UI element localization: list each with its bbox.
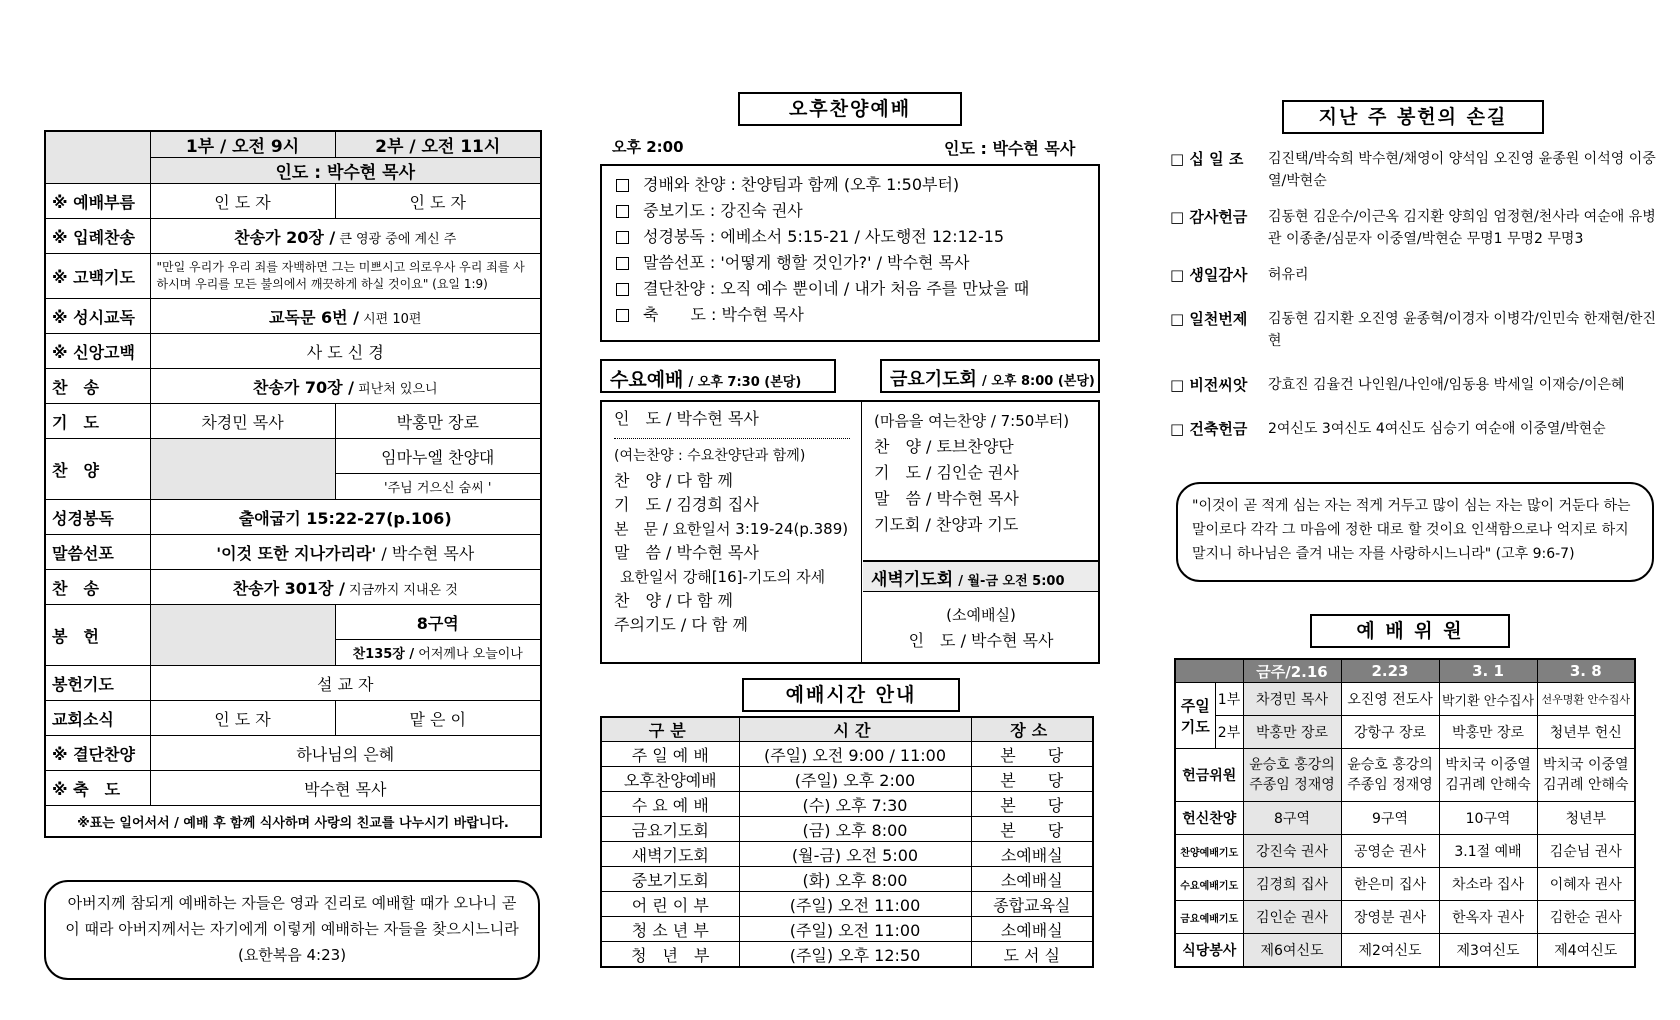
row-label: 교회소식 [45, 701, 150, 736]
fri-line: 말 씀 / 박수현 목사 [874, 489, 1019, 508]
offering-hymn [335, 640, 541, 666]
duty-cell: 제3여신도 [1439, 934, 1537, 968]
offerings-list [1170, 148, 1660, 440]
row-label: 봉헌기도 [45, 666, 150, 701]
times-header: 시간 [739, 717, 971, 742]
checkbox-icon [616, 283, 629, 296]
hymn-title: 지금까지 지내온 것 [344, 582, 458, 598]
duty-sub-label: 2부 [1215, 716, 1243, 749]
duty-date: 3. 8 [1537, 659, 1635, 683]
times-cell: 청 소 년 부 [601, 917, 739, 942]
table-row [601, 867, 1093, 892]
hymn-number: 찬송가 301장 / [232, 578, 345, 598]
times-cell: (금) 오후 8:00 [739, 817, 971, 842]
row-cell: 맡 은 이 [335, 701, 541, 736]
duty-corner [1175, 659, 1243, 683]
duty-cell: 청년부 헌신 [1537, 716, 1635, 749]
times-cell: 소예배실 [971, 917, 1093, 942]
responsive-title: 시편 10편 [358, 311, 422, 327]
duty-cell: 박치국 이중열 김귀례 안해숙 [1537, 749, 1635, 802]
afternoon-leader: 인도 : 박수현 목사 [944, 139, 1076, 158]
dotted-divider [614, 438, 850, 439]
item-text: 중보기도 : 강진숙 권사 [643, 201, 803, 220]
duty-title: 예 배 위 원 [1310, 614, 1510, 648]
times-cell: 소예배실 [971, 842, 1093, 867]
offering-label: □ 비전씨앗 [1170, 376, 1248, 394]
times-header: 구분 [601, 717, 739, 742]
service2-header: 2부 / 오전 11시 [335, 131, 541, 158]
duty-row-label: 주일기도 [1175, 683, 1215, 749]
choir-song: '주님 거으신 숨씨 ' [335, 474, 541, 500]
dawn-line: (소예배실) [946, 606, 1016, 624]
row-label: 찬 양 [45, 439, 150, 500]
times-cell: 어 린 이 부 [601, 892, 739, 917]
row-label: ※ 입례찬송 [45, 219, 150, 254]
times-cell: 종합교육실 [971, 892, 1093, 917]
times-cell: (화) 오후 8:00 [739, 867, 971, 892]
row-label: 기 도 [45, 404, 150, 439]
afternoon-box [600, 164, 1100, 342]
reading-text: 출애굽기 15:22-27(p.106) [150, 500, 541, 535]
duty-date: 금주/2.16 [1243, 659, 1341, 683]
times-cell: (주일) 오전 11:00 [739, 892, 971, 917]
list-item [616, 302, 1084, 328]
wed-line: 본 문 / 요한일서 3:19-24(p.389) [614, 520, 849, 538]
row-label: 찬 송 [45, 369, 150, 404]
times-cell: 소예배실 [971, 867, 1093, 892]
table-row [601, 842, 1093, 867]
times-cell: 본 당 [971, 792, 1093, 817]
table-row [601, 792, 1093, 817]
offering-label: □ 일천번제 [1170, 310, 1248, 328]
responsive-number: 교독문 6번 / [269, 307, 359, 327]
item-text: 성경봉독 : 에베소서 5:15-21 / 사도행전 12:12-15 [643, 227, 1005, 246]
gray-cell [150, 439, 335, 500]
offering-row [1170, 264, 1660, 286]
duty-cell: 제6여신도 [1243, 934, 1341, 968]
duty-cell: 박치국 이중열 김귀례 안해숙 [1439, 749, 1537, 802]
times-cell: 오후찬양예배 [601, 767, 739, 792]
times-cell: 본 당 [971, 742, 1093, 767]
sermon-title: '이것 또한 지나가리라' [216, 543, 377, 563]
row-cell [150, 570, 541, 605]
duty-date: 2.23 [1341, 659, 1439, 683]
duty-row-label: 수요예배기도 [1175, 868, 1243, 901]
checkbox-icon [616, 205, 629, 218]
offering-label: □ 십 일 조 [1170, 150, 1244, 168]
offering-names: 김진택/박숙희 박수현/채영이 양석임 오진영 윤종원 이석영 이중열/박현순 [1268, 151, 1656, 189]
offering-names: 허유리 [1268, 267, 1309, 283]
wed-line: 찬 양 / 다 함 께 [614, 471, 734, 490]
wednesday-title: 수요예배 [610, 369, 684, 391]
offering-names: 2여신도 3여신도 4여신도 심승기 여순애 이중열/박현순 [1268, 421, 1606, 437]
duty-row-label: 금요예배기도 [1175, 901, 1243, 934]
wednesday-time: / 오후 7:30 (본당) [688, 375, 802, 390]
offering-names: 강효진 김율건 나인원/나인애/임동용 박세일 이재승/이은혜 [1268, 377, 1625, 393]
leader-header: 인도 : 박수현 목사 [150, 158, 541, 184]
friday-time: / 오후 8:00 (본당) [982, 374, 1095, 389]
times-cell: 수 요 예 배 [601, 792, 739, 817]
table-row [601, 742, 1093, 767]
dawn-box [864, 598, 1098, 662]
hymn-title: 큰 영광 중에 계신 주 [335, 231, 457, 247]
offering-row [1170, 206, 1660, 250]
times-cell: 중보기도회 [601, 867, 739, 892]
duty-cell: 제2여신도 [1341, 934, 1439, 968]
duty-cell: 선우명환 안수집사 [1537, 683, 1635, 716]
times-header: 장소 [971, 717, 1093, 742]
row-cell [150, 299, 541, 334]
wed-line: 요한일서 강해[16]-기도의 자세 [620, 568, 826, 586]
row-label: 봉 헌 [45, 605, 150, 666]
wed-line: 주의기도 / 다 함 께 [614, 615, 748, 634]
afternoon-title: 오후찬양예배 [738, 92, 962, 126]
list-item [616, 224, 1084, 250]
afternoon-time: 오후 2:00 [612, 138, 684, 156]
row-label: ※ 축 도 [45, 771, 150, 806]
duty-cell: 오진영 전도사 [1341, 683, 1439, 716]
offering-row [1170, 148, 1660, 192]
sermon-preacher: / 박수현 목사 [376, 543, 475, 563]
table-row [601, 942, 1093, 968]
duty-cell: 박홍만 장로 [1439, 716, 1537, 749]
confession-text: "만일 우리가 우리 죄를 자백하면 그는 미쁘시고 의로우사 우리 죄를 사하시며 우리를 모든 불의에서 깨끗하게 하실 것이요" (요일 1:9) [150, 254, 541, 299]
duty-cell: 제4여신도 [1537, 934, 1635, 968]
fri-line: 기도회 / 찬양과 기도 [874, 515, 1019, 534]
times-cell: (주일) 오전 9:00 / 11:00 [739, 742, 971, 767]
gray-cell [150, 605, 335, 666]
service-note: ※표는 일어서서 / 예배 후 함께 식사하며 사랑의 친교를 나누시기 바랍니다. [45, 806, 541, 838]
times-cell: 청 년 부 [601, 942, 739, 968]
times-cell: 본 당 [971, 767, 1093, 792]
row-label: ※ 고백기도 [45, 254, 150, 299]
choir-name: 임마누엘 찬양대 [335, 439, 541, 474]
hymn-number: 찬송가 70장 / [252, 377, 354, 397]
fri-line: 기 도 / 김인순 권사 [874, 463, 1019, 482]
row-cell: 박수현 목사 [150, 771, 541, 806]
row-label: ※ 성시교독 [45, 299, 150, 334]
row-cell: 사 도 신 경 [150, 334, 541, 369]
item-text: 결단찬양 : 오직 예수 뿐이네 / 내가 처음 주를 만났을 때 [643, 279, 1030, 298]
offering-names: 김동현 김지환 오진영 윤종혁/이경자 이병각/인민숙 한재현/한진현 [1268, 311, 1657, 349]
offering-label: □ 생일감사 [1170, 266, 1248, 284]
fri-line: (마음을 여는찬양 / 7:50부터) [874, 412, 1070, 430]
service-times-table [600, 716, 1094, 968]
times-cell: 새벽기도회 [601, 842, 739, 867]
friday-title: 금요기도회 [890, 369, 977, 390]
service1-header: 1부 / 오전 9시 [150, 131, 335, 158]
duty-row-label: 헌금위원 [1175, 749, 1243, 802]
friday-header [880, 359, 1100, 393]
duty-cell: 청년부 [1537, 802, 1635, 835]
checkbox-icon [616, 231, 629, 244]
item-text: 경배와 찬양 : 찬양팀과 함께 (오후 1:50부터) [643, 175, 960, 194]
item-text: 축 도 : 박수현 목사 [643, 305, 804, 324]
times-cell: 주 일 예 배 [601, 742, 739, 767]
wed-line: (여는찬양 : 수요찬양단과 함께) [614, 448, 806, 464]
dawn-header [863, 560, 1098, 592]
fri-line: 찬 양 / 토브찬양단 [874, 437, 1014, 456]
dawn-time: / 월-금 오전 5:00 [958, 574, 1065, 589]
list-item [616, 250, 1084, 276]
times-cell: (주일) 오전 11:00 [739, 917, 971, 942]
duty-cell: 3.1절 예배 [1439, 835, 1537, 868]
offering-group: 8구역 [335, 605, 541, 640]
offering-names: 김동현 김운수/이근옥 김지환 양희임 엄정현/천사라 여순애 유병관 이종춘/심문자 이중열/박현순 무명1 무명2 무명3 [1268, 209, 1656, 247]
table-row [601, 917, 1093, 942]
row-cell: 설 교 자 [150, 666, 541, 701]
row-cell: 인 도 자 [335, 184, 541, 219]
wed-line: 찬 양 / 다 함 께 [614, 591, 734, 610]
list-item [616, 198, 1084, 224]
dawn-title: 새벽기도회 [871, 570, 954, 590]
table-row [601, 767, 1093, 792]
times-cell: (주일) 오후 12:50 [739, 942, 971, 968]
duty-cell: 차소라 집사 [1439, 868, 1537, 901]
duty-cell: 10구역 [1439, 802, 1537, 835]
duty-cell: 김순님 권사 [1537, 835, 1635, 868]
table-row [601, 817, 1093, 842]
right-verse-box: "이것이 곧 적게 심는 자는 적게 거두고 많이 심는 자는 많이 거둔다 하는 말이로다 각각 그 마음에 정한 대로 할 것이요 인색함으로나 억지로 하지 말지니 하나님은 즐겨 내는 자를 사랑하시느니라" (고후 9:6-7) [1176, 482, 1654, 582]
duty-cell: 한은미 집사 [1341, 868, 1439, 901]
duty-cell: 8구역 [1243, 802, 1341, 835]
duty-cell: 김인순 권사 [1243, 901, 1341, 934]
duty-cell: 김경희 집사 [1243, 868, 1341, 901]
row-label: 말씀선포 [45, 535, 150, 570]
header-blank [45, 131, 150, 184]
times-title: 예배시간 안내 [742, 678, 960, 712]
row-cell [150, 219, 541, 254]
times-cell: 도 서 실 [971, 942, 1093, 968]
weekday-services-box [600, 400, 1100, 664]
checkbox-icon [616, 309, 629, 322]
duty-cell: 공영순 권사 [1341, 835, 1439, 868]
duty-row-label: 헌신찬양 [1175, 802, 1243, 835]
times-cell: (주일) 오후 2:00 [739, 767, 971, 792]
wed-line: 말 씀 / 박수현 목사 [614, 543, 759, 562]
hymn-number: 찬송가 20장 / [234, 227, 336, 247]
wed-line: 기 도 / 김경희 집사 [614, 495, 759, 514]
row-cell: 하나님의 은혜 [150, 736, 541, 771]
duty-cell: 윤승호 홍강의 주종임 정재영 [1341, 749, 1439, 802]
hymn-title: 피난처 있으니 [353, 381, 438, 397]
friday-box [864, 402, 1098, 560]
dawn-line: 인 도 / 박수현 목사 [908, 631, 1054, 650]
offering-row [1170, 374, 1660, 396]
times-cell: (수) 오후 7:30 [739, 792, 971, 817]
row-cell [150, 369, 541, 404]
duty-cell: 한옥자 권사 [1439, 901, 1537, 934]
row-label: 성경봉독 [45, 500, 150, 535]
offering-row [1170, 418, 1660, 440]
item-text: 말씀선포 : '어떻게 행할 것인가?' / 박수현 목사 [643, 253, 970, 272]
hymn-title: 어저께나 오늘이나 [414, 647, 523, 662]
row-label: ※ 결단찬양 [45, 736, 150, 771]
duty-date: 3. 1 [1439, 659, 1537, 683]
wednesday-box [602, 402, 862, 662]
wednesday-header [600, 359, 836, 393]
order-of-service-table [44, 130, 542, 838]
table-row [601, 892, 1093, 917]
row-cell: 인 도 자 [150, 701, 335, 736]
row-label: 찬 송 [45, 570, 150, 605]
times-cell: (월-금) 오전 5:00 [739, 842, 971, 867]
duty-cell: 강진숙 권사 [1243, 835, 1341, 868]
duty-row-label: 찬양예배기도 [1175, 835, 1243, 868]
list-item [616, 276, 1084, 302]
checkbox-icon [616, 179, 629, 192]
offering-label: □ 감사헌금 [1170, 208, 1248, 226]
duty-cell: 박기환 안수집사 [1439, 683, 1537, 716]
offering-label: □ 건축헌금 [1170, 420, 1248, 438]
duty-cell: 김한순 권사 [1537, 901, 1635, 934]
duty-cell: 장영분 권사 [1341, 901, 1439, 934]
list-item [616, 172, 1084, 198]
row-cell: 차경민 목사 [150, 404, 335, 439]
duty-sub-label: 1부 [1215, 683, 1243, 716]
duty-cell: 이혜자 권사 [1537, 868, 1635, 901]
row-cell: 박홍만 장로 [335, 404, 541, 439]
left-verse-box: 아버지께 참되게 예배하는 자들은 영과 진리로 예배할 때가 오나니 곧 이 때라 아버지께서는 자기에게 이렇게 예배하는 자들을 찾으시느니라 (요한복음 4:23) [44, 880, 540, 980]
duty-cell: 9구역 [1341, 802, 1439, 835]
duty-cell: 강항구 장로 [1341, 716, 1439, 749]
hymn-number: 찬135장 / [352, 647, 415, 662]
duty-row-label: 식당봉사 [1175, 934, 1243, 968]
offerings-title: 지난 주 봉헌의 손길 [1282, 100, 1544, 134]
checkbox-icon [616, 257, 629, 270]
worship-duty-table [1174, 658, 1636, 968]
wed-line: 인 도 / 박수현 목사 [614, 409, 759, 428]
row-label: ※ 예배부름 [45, 184, 150, 219]
times-cell: 본 당 [971, 817, 1093, 842]
row-cell: 인 도 자 [150, 184, 335, 219]
duty-cell: 윤승호 홍강의 주종임 정재영 [1243, 749, 1341, 802]
row-cell [150, 535, 541, 570]
duty-cell: 차경민 목사 [1243, 683, 1341, 716]
offering-row [1170, 308, 1660, 352]
row-label: ※ 신앙고백 [45, 334, 150, 369]
times-cell: 금요기도회 [601, 817, 739, 842]
duty-cell: 박홍만 장로 [1243, 716, 1341, 749]
